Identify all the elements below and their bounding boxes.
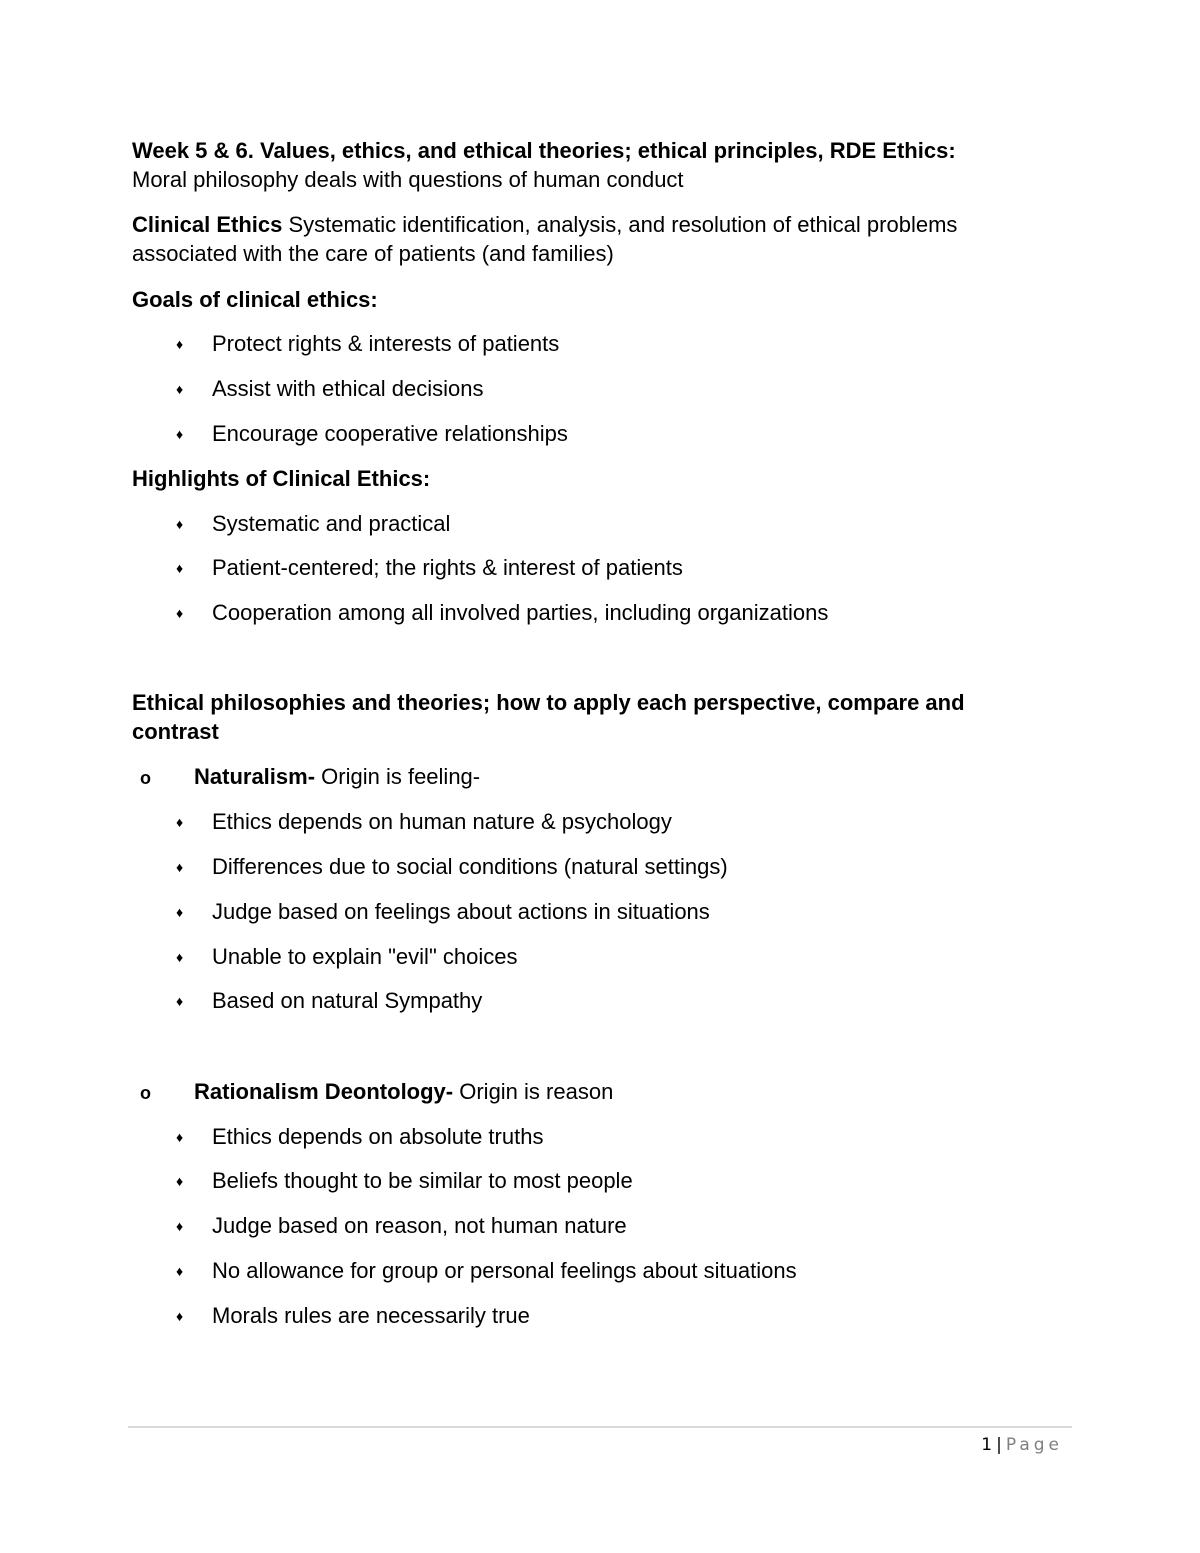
diamond-bullet-icon: ♦	[176, 605, 184, 621]
diamond-bullet-icon: ♦	[176, 1129, 184, 1145]
page-subtitle: Moral philosophy deals with questions of human conduct	[132, 167, 684, 192]
rationalism-desc: Origin is reason	[453, 1079, 614, 1104]
list-item	[172, 1256, 1052, 1286]
list-item	[172, 1301, 1052, 1331]
page-footer	[981, 1431, 1063, 1460]
highlight-item: Patient-centered; the rights & interest of patients	[212, 555, 683, 580]
list-item	[172, 329, 1052, 359]
list-item	[172, 598, 1052, 628]
title-block	[132, 136, 1052, 194]
highlight-item: Systematic and practical	[212, 511, 451, 536]
diamond-bullet-icon: ♦	[176, 993, 184, 1009]
diamond-bullet-icon: ♦	[176, 904, 184, 920]
page-number: 1	[981, 1435, 993, 1455]
list-item	[172, 509, 1052, 539]
goal-item: Protect rights & interests of patients	[212, 331, 560, 356]
highlight-item: Cooperation among all involved parties, including organizations	[212, 600, 829, 625]
diamond-bullet-icon: ♦	[176, 1218, 184, 1234]
diamond-bullet-icon: ♦	[176, 949, 184, 965]
diamond-bullet-icon: ♦	[176, 1308, 184, 1324]
rationalism-item: Beliefs thought to be similar to most people	[212, 1168, 633, 1193]
clinical-ethics-definition	[132, 210, 1052, 268]
philosophies-heading: Ethical philosophies and theories; how to apply each perspective, compare and contrast	[132, 690, 965, 744]
naturalism-item: Based on natural Sympathy	[212, 988, 483, 1013]
diamond-bullet-icon: ♦	[176, 1263, 184, 1279]
diamond-bullet-icon: ♦	[176, 814, 184, 830]
naturalism-heading	[140, 762, 1040, 793]
diamond-bullet-icon: ♦	[176, 516, 184, 532]
page-label: Page	[1005, 1435, 1063, 1455]
diamond-bullet-icon: ♦	[176, 560, 184, 576]
list-item	[172, 553, 1052, 583]
naturalism-item: Judge based on feelings about actions in situations	[212, 899, 710, 924]
list-item	[172, 942, 1052, 972]
list-item	[172, 807, 1052, 837]
naturalism-desc: Origin is feeling-	[315, 764, 481, 789]
list-item	[172, 1166, 1052, 1196]
page-title: Week 5 & 6. Values, ethics, and ethical theories; ethical principles, RDE Ethics:	[132, 138, 956, 163]
footer-separator: |	[996, 1435, 1002, 1455]
naturalism-term: Naturalism-	[194, 764, 316, 789]
naturalism-item: Differences due to social conditions (natural settings)	[212, 854, 728, 879]
list-item	[172, 1211, 1052, 1241]
clinical-ethics-term: Clinical Ethics	[132, 212, 283, 237]
rationalism-item: Morals rules are necessarily true	[212, 1303, 530, 1328]
goals-heading: Goals of clinical ethics:	[132, 287, 378, 312]
naturalism-item: Unable to explain "evil" choices	[212, 944, 518, 969]
list-item	[172, 897, 1052, 927]
diamond-bullet-icon: ♦	[176, 859, 184, 875]
goal-item: Encourage cooperative relationships	[212, 421, 568, 446]
highlights-heading: Highlights of Clinical Ethics:	[132, 466, 431, 491]
list-item	[172, 374, 1052, 404]
rationalism-item: No allowance for group or personal feelings about situations	[212, 1258, 797, 1283]
rationalism-term: Rationalism Deontology-	[194, 1079, 454, 1104]
diamond-bullet-icon: ♦	[176, 1173, 184, 1189]
list-item	[172, 419, 1052, 449]
footer-divider	[128, 1426, 1072, 1428]
diamond-bullet-icon: ♦	[176, 336, 184, 352]
rationalism-item: Judge based on reason, not human nature	[212, 1213, 627, 1238]
rationalism-heading	[140, 1077, 1040, 1108]
naturalism-item: Ethics depends on human nature & psychology	[212, 809, 672, 834]
clinical-ethics-text: Systematic identification, analysis, and resolution of ethical problems associated with the care of patients (and families)	[132, 212, 958, 266]
diamond-bullet-icon: ♦	[176, 381, 184, 397]
circle-bullet-icon: o	[140, 768, 151, 788]
list-item	[172, 986, 1052, 1016]
diamond-bullet-icon: ♦	[176, 426, 184, 442]
list-item	[172, 852, 1052, 882]
circle-bullet-icon: o	[140, 1083, 151, 1103]
rationalism-item: Ethics depends on absolute truths	[212, 1124, 544, 1149]
goal-item: Assist with ethical decisions	[212, 376, 484, 401]
list-item	[172, 1122, 1052, 1152]
